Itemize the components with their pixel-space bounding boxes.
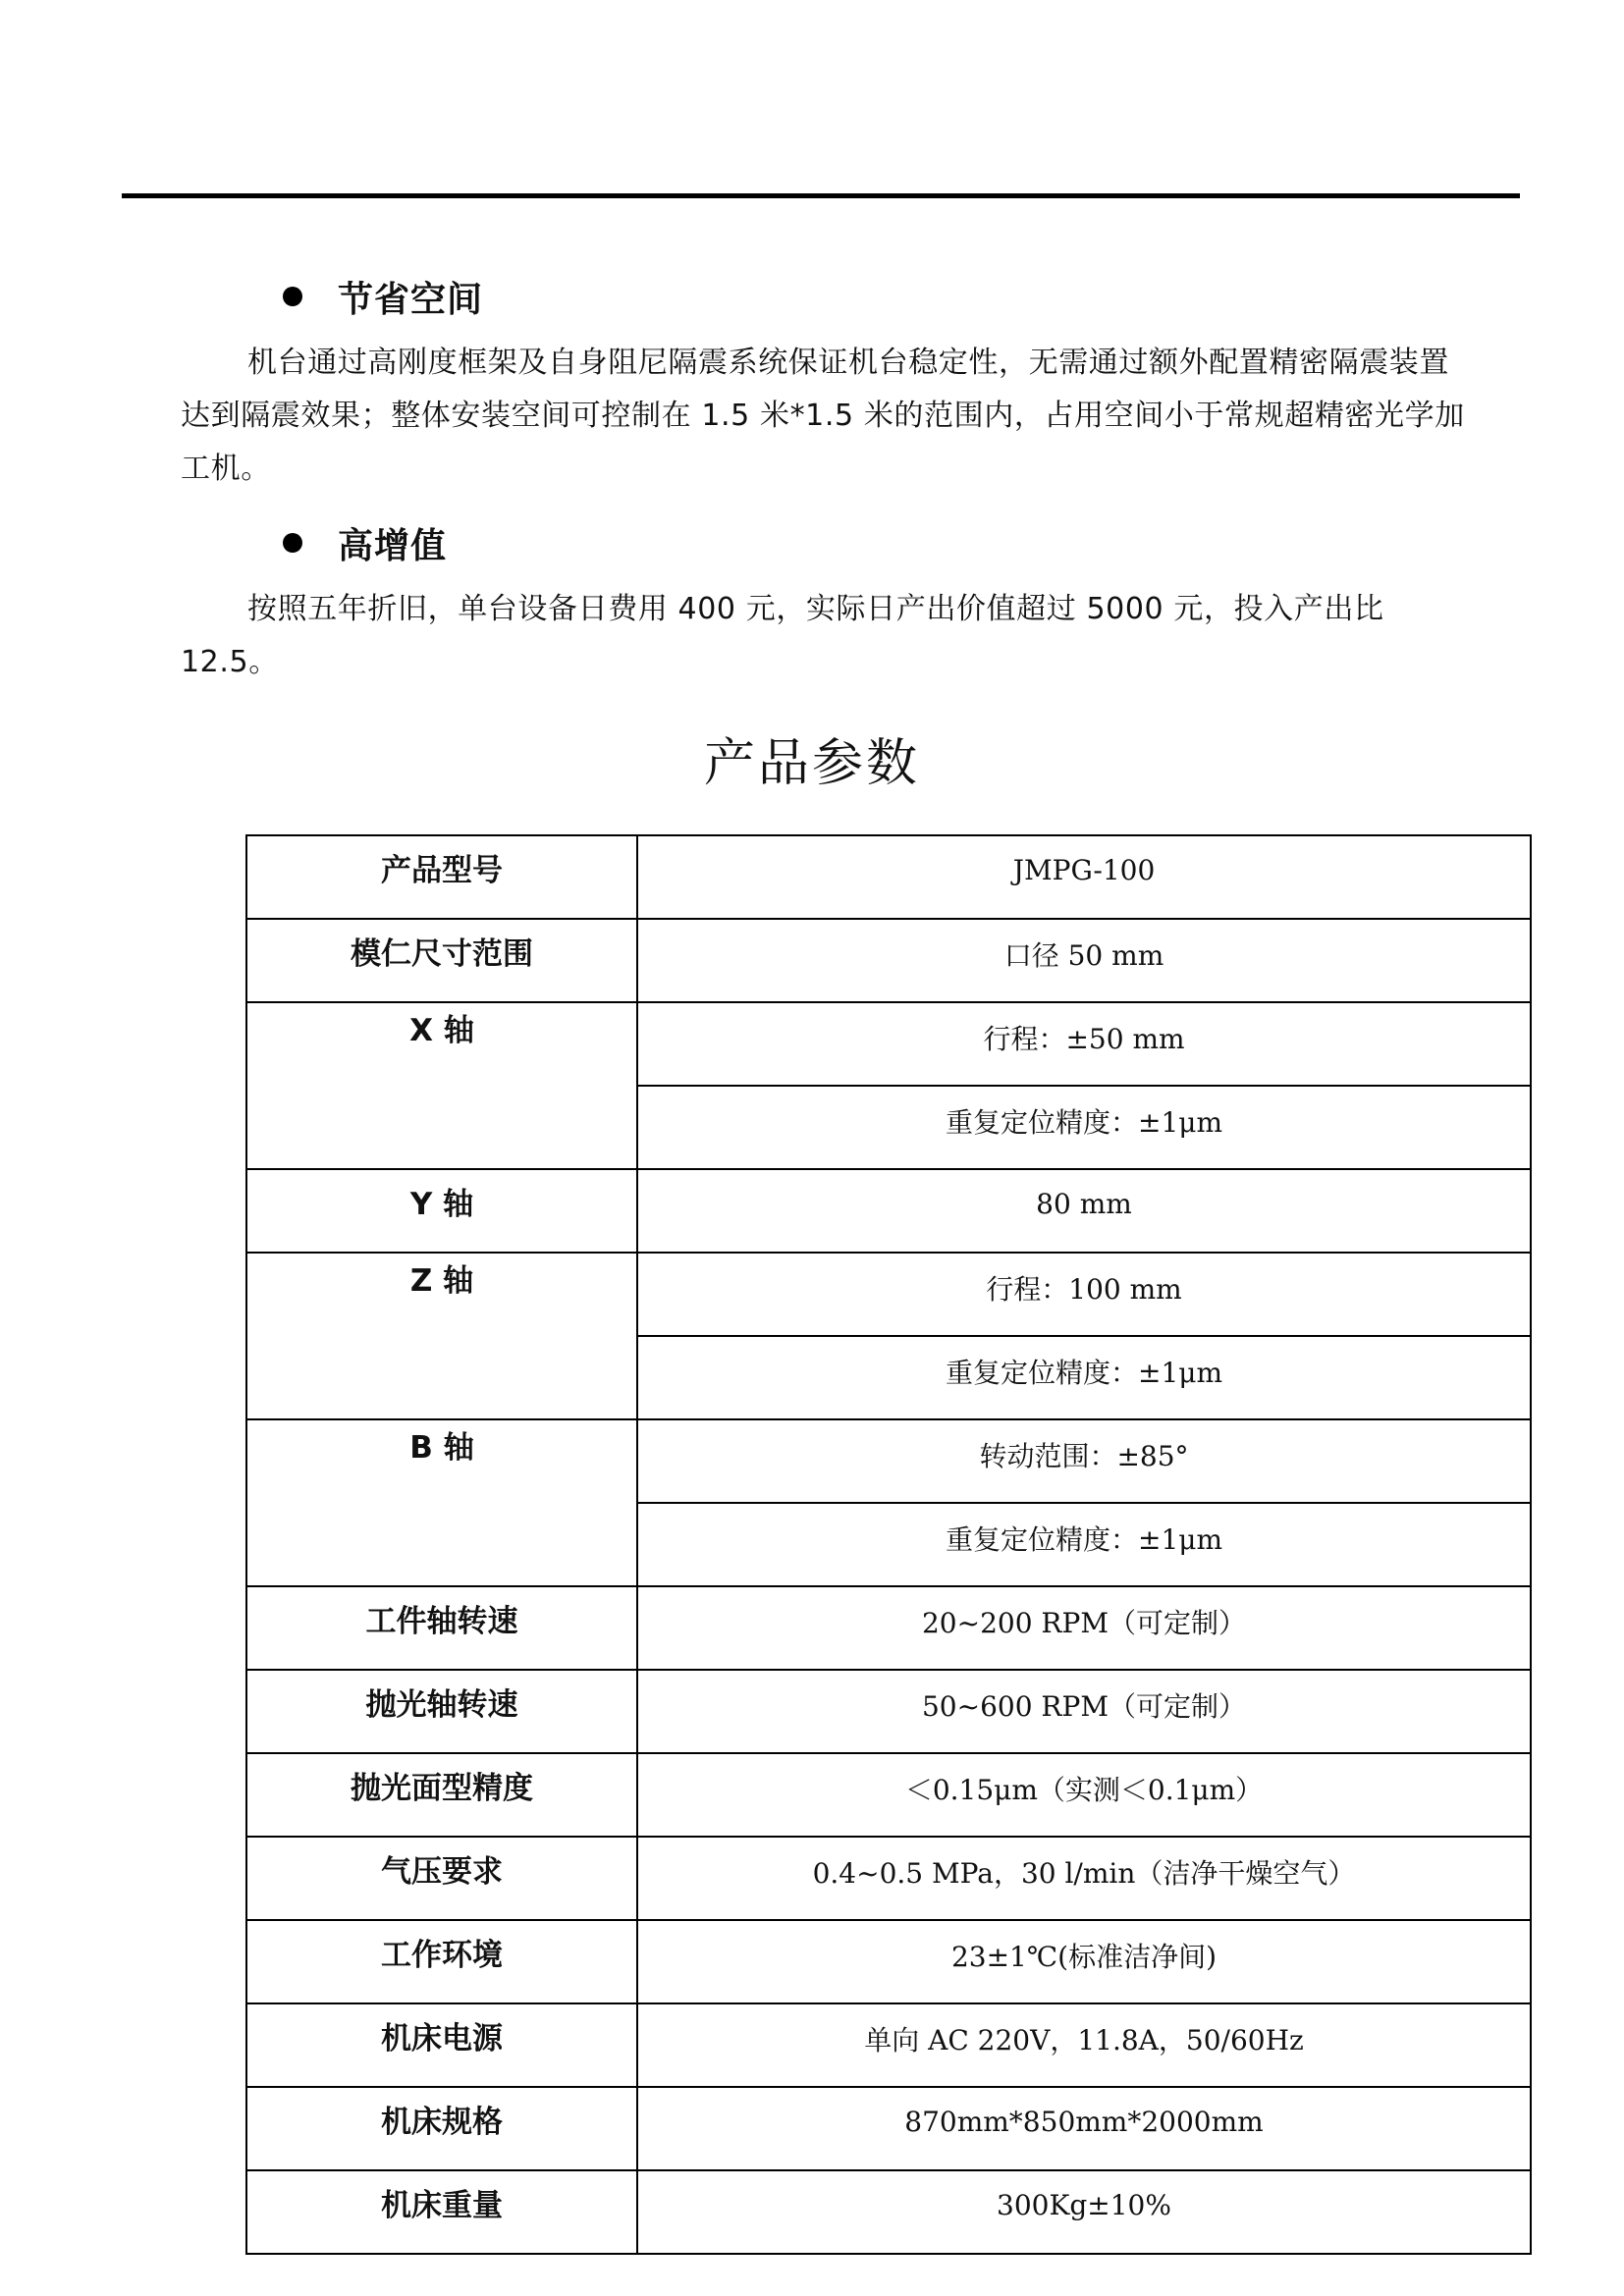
paragraph-save-space: 机台通过高刚度框架及自身阻尼隔震系统保证机台稳定性，无需通过额外配置精密隔震装置达到隔震效果；整体安装空间可控制在 1.5 米*1.5 米的范围内，占用空间小于常规超精密光学加工机。 [181, 346, 1465, 486]
params-title: 产品参数 [703, 734, 920, 793]
param-key: 模仁尺寸范围 [246, 919, 637, 1002]
param-key: 机床重量 [246, 2170, 637, 2254]
bullet-dot-icon [283, 287, 302, 306]
heading-text: 节省空间 [338, 279, 484, 320]
param-value: 重复定位精度：±1μm [637, 1503, 1531, 1586]
bullet-dot-icon [283, 533, 302, 553]
table-row [246, 1670, 1531, 1753]
param-key: 机床电源 [246, 2003, 637, 2087]
param-value: 23±1℃(标准洁净间) [637, 1920, 1531, 2003]
table-row [246, 1586, 1531, 1670]
param-value: 转动范围：±85° [637, 1419, 1531, 1503]
param-value: 单向 AC 220V，11.8A，50/60Hz [637, 2003, 1531, 2087]
table-row [246, 2003, 1531, 2087]
param-key: 产品型号 [246, 835, 637, 919]
table-row [246, 1002, 1531, 1086]
header-rule [122, 193, 1520, 198]
param-value: 行程：100 mm [637, 1253, 1531, 1336]
table-row [246, 2170, 1531, 2254]
table-row [246, 2087, 1531, 2170]
params-table [245, 834, 1532, 2255]
table-row [246, 1753, 1531, 1837]
param-key: 气压要求 [246, 1837, 637, 1920]
table-row [246, 1169, 1531, 1253]
param-value: 口径 50 mm [637, 919, 1531, 1002]
param-key: 工作环境 [246, 1920, 637, 2003]
param-value: 行程：±50 mm [637, 1002, 1531, 1086]
table-row [246, 919, 1531, 1002]
param-value: 0.4~0.5 MPa，30 l/min（洁净干燥空气） [637, 1837, 1531, 1920]
param-value: 重复定位精度：±1μm [637, 1336, 1531, 1419]
params-table-body [246, 835, 1531, 2254]
param-key: X 轴 [246, 1002, 637, 1169]
param-key: 工件轴转速 [246, 1586, 637, 1670]
paragraph-high-value: 按照五年折旧，单台设备日费用 400 元，实际日产出价值超过 5000 元，投入产出比 12.5。 [181, 592, 1384, 679]
param-key: Z 轴 [246, 1253, 637, 1419]
table-row [246, 1253, 1531, 1336]
param-value: 870mm*850mm*2000mm [637, 2087, 1531, 2170]
section-heading-high-value [283, 518, 447, 567]
param-key: Y 轴 [246, 1169, 637, 1253]
param-value: 300Kg±10% [637, 2170, 1531, 2254]
table-row [246, 1837, 1531, 1920]
param-value: 80 mm [637, 1169, 1531, 1253]
table-row [246, 1920, 1531, 2003]
table-row [246, 835, 1531, 919]
param-key: B 轴 [246, 1419, 637, 1586]
param-value: 重复定位精度：±1μm [637, 1086, 1531, 1169]
section-heading-save-space [283, 272, 483, 321]
table-row [246, 1419, 1531, 1503]
param-value: ＜0.15μm（实测＜0.1μm） [637, 1753, 1531, 1837]
param-key: 抛光轴转速 [246, 1670, 637, 1753]
heading-text: 高增值 [338, 525, 448, 566]
param-key: 机床规格 [246, 2087, 637, 2170]
param-value: JMPG-100 [637, 835, 1531, 919]
param-value: 20~200 RPM（可定制） [637, 1586, 1531, 1670]
param-value: 50~600 RPM（可定制） [637, 1670, 1531, 1753]
param-key: 抛光面型精度 [246, 1753, 637, 1837]
